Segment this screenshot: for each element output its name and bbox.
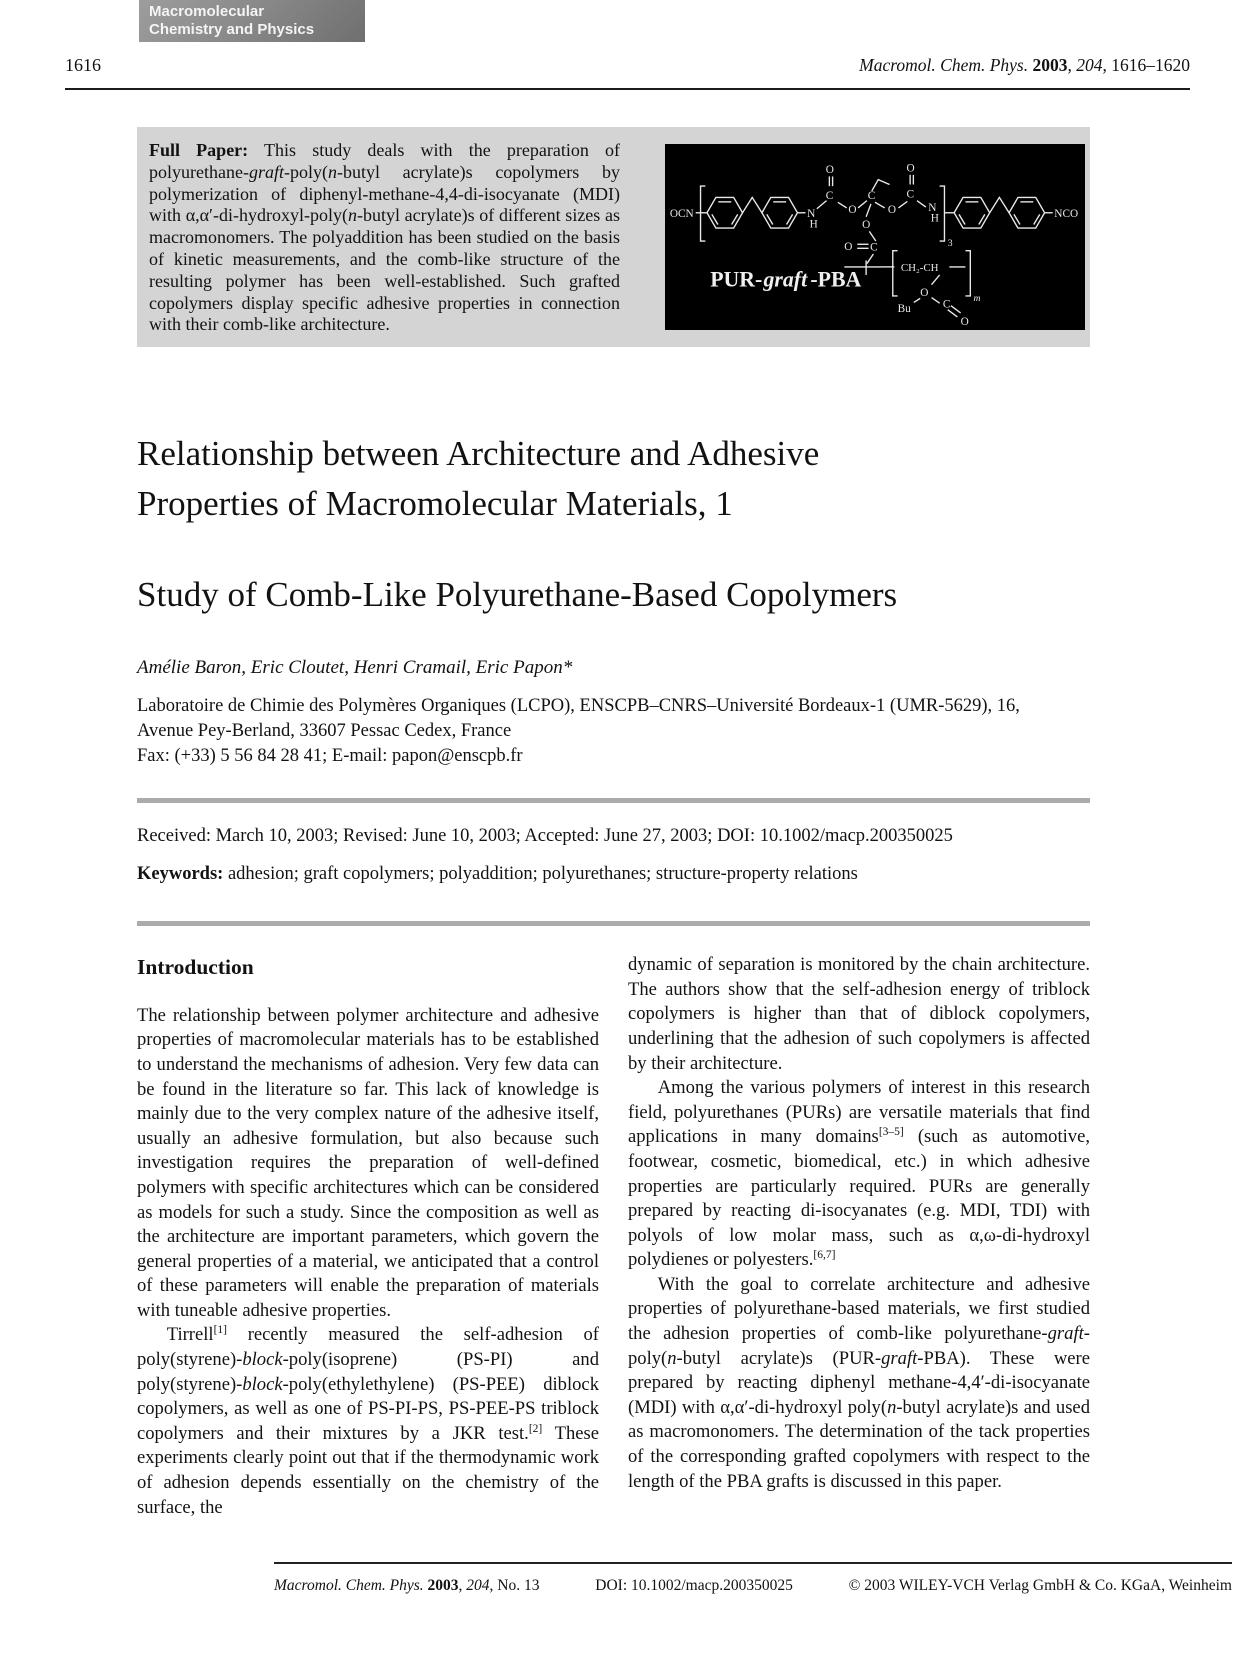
bu-label: Bu xyxy=(897,303,911,316)
title-line-2: Properties of Macromolecular Materials, 1 xyxy=(137,484,733,524)
c-label: C xyxy=(825,190,834,203)
benzene-ring-icon xyxy=(954,197,990,228)
chemical-structure-figure xyxy=(665,144,1085,330)
keywords-line: Keywords: adhesion; graft copolymers; polyaddition; polyurethanes; structure-property relations xyxy=(137,864,858,885)
footer-doi: DOI: 10.1002/macp.200350025 xyxy=(595,1577,793,1595)
structure-name xyxy=(710,267,861,291)
o-label: O xyxy=(844,240,853,253)
page-footer xyxy=(274,1562,1232,1595)
page-number: 1616 xyxy=(65,55,101,75)
o-label: O xyxy=(960,316,969,329)
o-label: O xyxy=(825,164,834,177)
journal-logo xyxy=(139,0,365,42)
c-label: C xyxy=(906,188,915,201)
chemical-structure-svg xyxy=(665,144,1085,330)
left-column xyxy=(137,953,599,1520)
intro-paragraph-2: Tirrell[1] recently measured the self-adhesion of poly(styrene)-block-poly(isoprene) (PS-PI) and poly(styrene)-block-poly(ethylethylene) (PS-PEE) diblock copolymers, as well as one of PS-PI-PS, PS-PEE-PS triblock copolymers and their mixtures by a JKR test.[2] These experiments clearly point out that if the thermodynamic work of adhesion depends essentially on the chemistry of the surface, the xyxy=(137,1324,599,1518)
structure-name-part2: graft xyxy=(763,267,808,292)
logo-line-1: Macromolecular xyxy=(149,3,265,20)
fax-email-line: Fax: (+33) 5 56 84 28 41; E-mail: papon@enscpb.fr xyxy=(137,746,523,767)
intro-paragraph-1: The relationship between polymer architecture and adhesive properties of macromolecular materials has to be established to understand the mechanisms of adhesion. Very few data can be found in the literature so far. This lack of knowledge is mainly due to the very complex nature of the adhesive itself, usually an adhesive formulation, but also because such investigation requires the preparation of well-defined polymers with specific architectures which can be considered as models for such a study. Since the composition as well as the architecture are important parameters, which govern the general properties of a material, we anticipated that a control of these parameters will enable the preparation of materials with tuneable adhesive properties. xyxy=(137,1004,599,1321)
right-paragraph-2: Among the various polymers of interest in this research field, polyurethanes (PURs) are versatile materials that find applications in many domains[3–5] (such as automotive, footwear, cosmetic, biomedical, etc.) in which adhesive properties are particularly required. PURs are generally prepared by reacting di-isocyanates (e.g. MDI, TDI) with polyols of low molar mass, such as α,ω-di-hydroxyl polydienes or polyesters.[6,7] xyxy=(628,1077,1091,1271)
right-paragraph-1: dynamic of separation is monitored by the chain architecture. The authors show that the self-adhesion energy of triblock copolymers is higher than that of diblock copolymers, underlining that the adhesion of such copolymers is affected by their architecture. xyxy=(628,954,1090,1074)
section-divider-rule xyxy=(137,921,1090,926)
footer-copyright: © 2003 WILEY-VCH Verlag GmbH & Co. KGaA, Weinheim xyxy=(848,1577,1232,1595)
ch2ch-label: CH₂-CH xyxy=(900,261,939,274)
affiliation-line-2: Avenue Pey-Berland, 33607 Pessac Cedex, France xyxy=(137,721,512,742)
authors-line: Amélie Baron, Eric Cloutet, Henri Cramail, Eric Papon* xyxy=(137,657,573,679)
content-columns xyxy=(137,953,1090,1520)
h-label: H xyxy=(809,218,818,231)
ocn-label: OCN xyxy=(669,207,694,220)
n-label: N xyxy=(928,202,937,215)
article-subtitle: Study of Comb-Like Polyurethane-Based Copolymers xyxy=(137,575,898,615)
benzene-ring-icon xyxy=(762,197,798,228)
page-header xyxy=(65,0,1190,90)
o-label: O xyxy=(887,203,897,216)
o-label: O xyxy=(862,219,871,232)
subscript-3: 3 xyxy=(947,237,953,249)
h-label: H xyxy=(930,212,939,225)
intro-heading: Introduction xyxy=(137,955,254,980)
o-label: O xyxy=(920,286,929,299)
benzene-ring-icon xyxy=(707,197,743,228)
affiliation-block xyxy=(137,694,1090,769)
abstract-text: Full Paper: This study deals with the preparation of polyurethane-graft-poly(n-butyl acrylate)s copolymers by polymerization of diphenyl-methane-4,4-di-isocyanate (MDI) with α,α′-di-hydroxyl-poly(n-butyl acrylate)s of different sizes as macromonomers. The polyaddition has been studied on the basis of kinetic measurements, and the comb-like structure of the resulting polymer has been well-established. Such grafted copolymers display specific adhesive properties in connection with their comb-like architecture. xyxy=(149,140,620,335)
o-label: O xyxy=(848,203,857,216)
abstract-panel xyxy=(137,127,1090,347)
n-label: N xyxy=(807,207,816,220)
benzene-ring-icon xyxy=(1009,197,1045,228)
article-title xyxy=(137,429,1090,529)
journal-citation: Macromol. Chem. Phys. 2003, 204, 1616–1620 xyxy=(859,54,1190,75)
logo-line-2: Chemistry and Physics xyxy=(149,21,315,38)
footer-citation: Macromol. Chem. Phys. 2003, 204, No. 13 xyxy=(274,1577,540,1595)
affiliation-line-1: Laboratoire de Chimie des Polymères Organiques (LCPO), ENSCPB–CNRS–Université Bordeaux-1 (UMR-5629), 16, xyxy=(137,696,1020,717)
c-label: C xyxy=(942,298,951,311)
section-divider-rule xyxy=(137,798,1090,803)
c-label: C xyxy=(867,190,876,203)
subscript-m: m xyxy=(973,292,981,304)
right-paragraph-3: With the goal to correlate architecture and adhesive properties of polyurethane-based materials, we first studied the adhesion properties of comb-like polyurethane-graft-poly(n-butyl acrylate)s (PUR-graft-PBA). These were prepared by reacting diphenyl methane-4,4′-di-isocyanate (MDI) with α,α′-di-hydroxyl poly(n-butyl acrylate)s and used as macromonomers. The determination of the tack properties of the corresponding grafted copolymers with respect to the length of the PBA grafts is discussed in this paper. xyxy=(628,1273,1090,1492)
article-body xyxy=(137,429,1232,1595)
right-column xyxy=(628,953,1090,1520)
structure-name-part3: -PBA xyxy=(810,267,862,292)
c-label: C xyxy=(870,241,878,254)
structure-name-part1: PUR- xyxy=(710,267,763,292)
o-label: O xyxy=(906,162,915,175)
received-line: Received: March 10, 2003; Revised: June 10, 2003; Accepted: June 27, 2003; DOI: 10.1002/macp.200350025 xyxy=(137,826,953,847)
title-line-1: Relationship between Architecture and Adhesive xyxy=(137,434,820,474)
nco-label: NCO xyxy=(1054,207,1079,220)
